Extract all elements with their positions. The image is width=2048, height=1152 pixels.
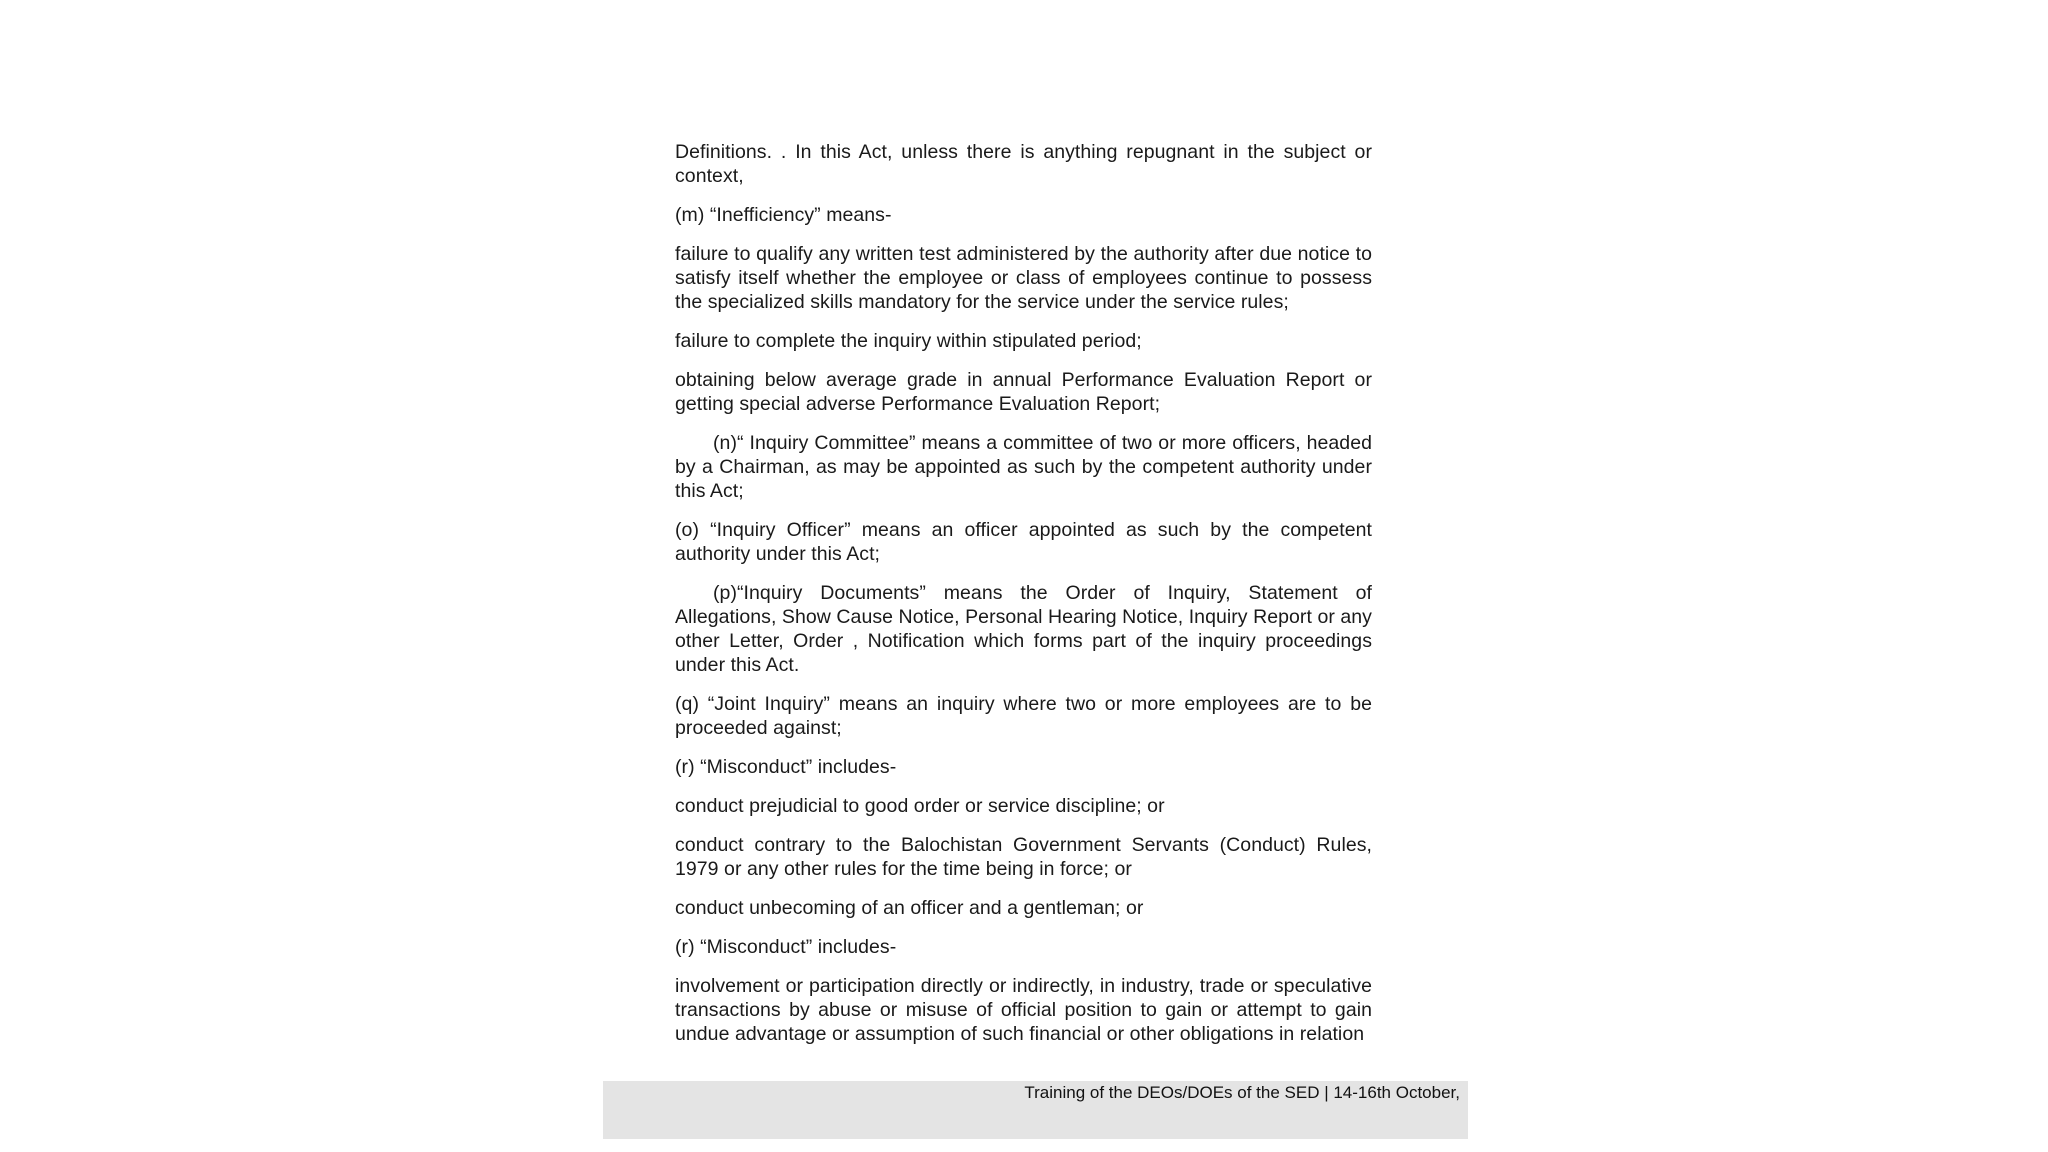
- misconduct-heading-repeat: (r) “Misconduct” includes-: [675, 936, 897, 958]
- misconduct-item-discipline: conduct prejudicial to good order or service discipline; or: [675, 795, 1165, 817]
- page-footer: [603, 1081, 1468, 1139]
- inquiry-officer-definition: (o) “Inquiry Officer” means an officer appointed as such by the competent authority under this Act;: [675, 519, 1372, 565]
- inefficiency-item-per-grade: obtaining below average grade in annual Performance Evaluation Report or getting special adverse Performance Evaluation Report;: [675, 369, 1372, 415]
- inefficiency-item-written-test: failure to qualify any written test administered by the authority after due notice to satisfy itself whether the employee or class of employees continue to possess the specialized skills mandatory for the service under the service rules;: [675, 243, 1372, 313]
- document-body: [675, 140, 1372, 1061]
- definitions-paragraph: Definitions. . In this Act, unless there is anything repugnant in the subject or context,: [675, 141, 1372, 187]
- misconduct-heading: (r) “Misconduct” includes-: [675, 756, 897, 778]
- inefficiency-heading: (m) “Inefficiency” means-: [675, 204, 892, 226]
- misconduct-item-unbecoming: conduct unbecoming of an officer and a gentleman; or: [675, 897, 1144, 919]
- joint-inquiry-definition: (q) “Joint Inquiry” means an inquiry where two or more employees are to be proceeded against;: [675, 693, 1372, 739]
- footer-text: Training of the DEOs/DOEs of the SED | 14-16th October,: [1024, 1083, 1460, 1102]
- inquiry-documents-definition: (p)“Inquiry Documents” means the Order of Inquiry, Statement of Allegations, Show Cause Notice, Personal Hearing Notice, Inquiry Report or any other Letter, Order , Notification which forms part of the inquiry proceedings under this Act.: [675, 582, 1372, 676]
- inefficiency-item-inquiry-period: failure to complete the inquiry within stipulated period;: [675, 330, 1142, 352]
- misconduct-item-speculative: involvement or participation directly or indirectly, in industry, trade or speculative transactions by abuse or misuse of official position to gain or attempt to gain undue advantage or assumption of such financial or other obligations in relation: [675, 975, 1372, 1045]
- misconduct-item-conduct-rules: conduct contrary to the Balochistan Government Servants (Conduct) Rules, 1979 or any other rules for the time being in force; or: [675, 834, 1372, 880]
- inquiry-committee-definition: (n)“ Inquiry Committee” means a committee of two or more officers, headed by a Chairman, as may be appointed as such by the competent authority under this Act;: [675, 432, 1372, 502]
